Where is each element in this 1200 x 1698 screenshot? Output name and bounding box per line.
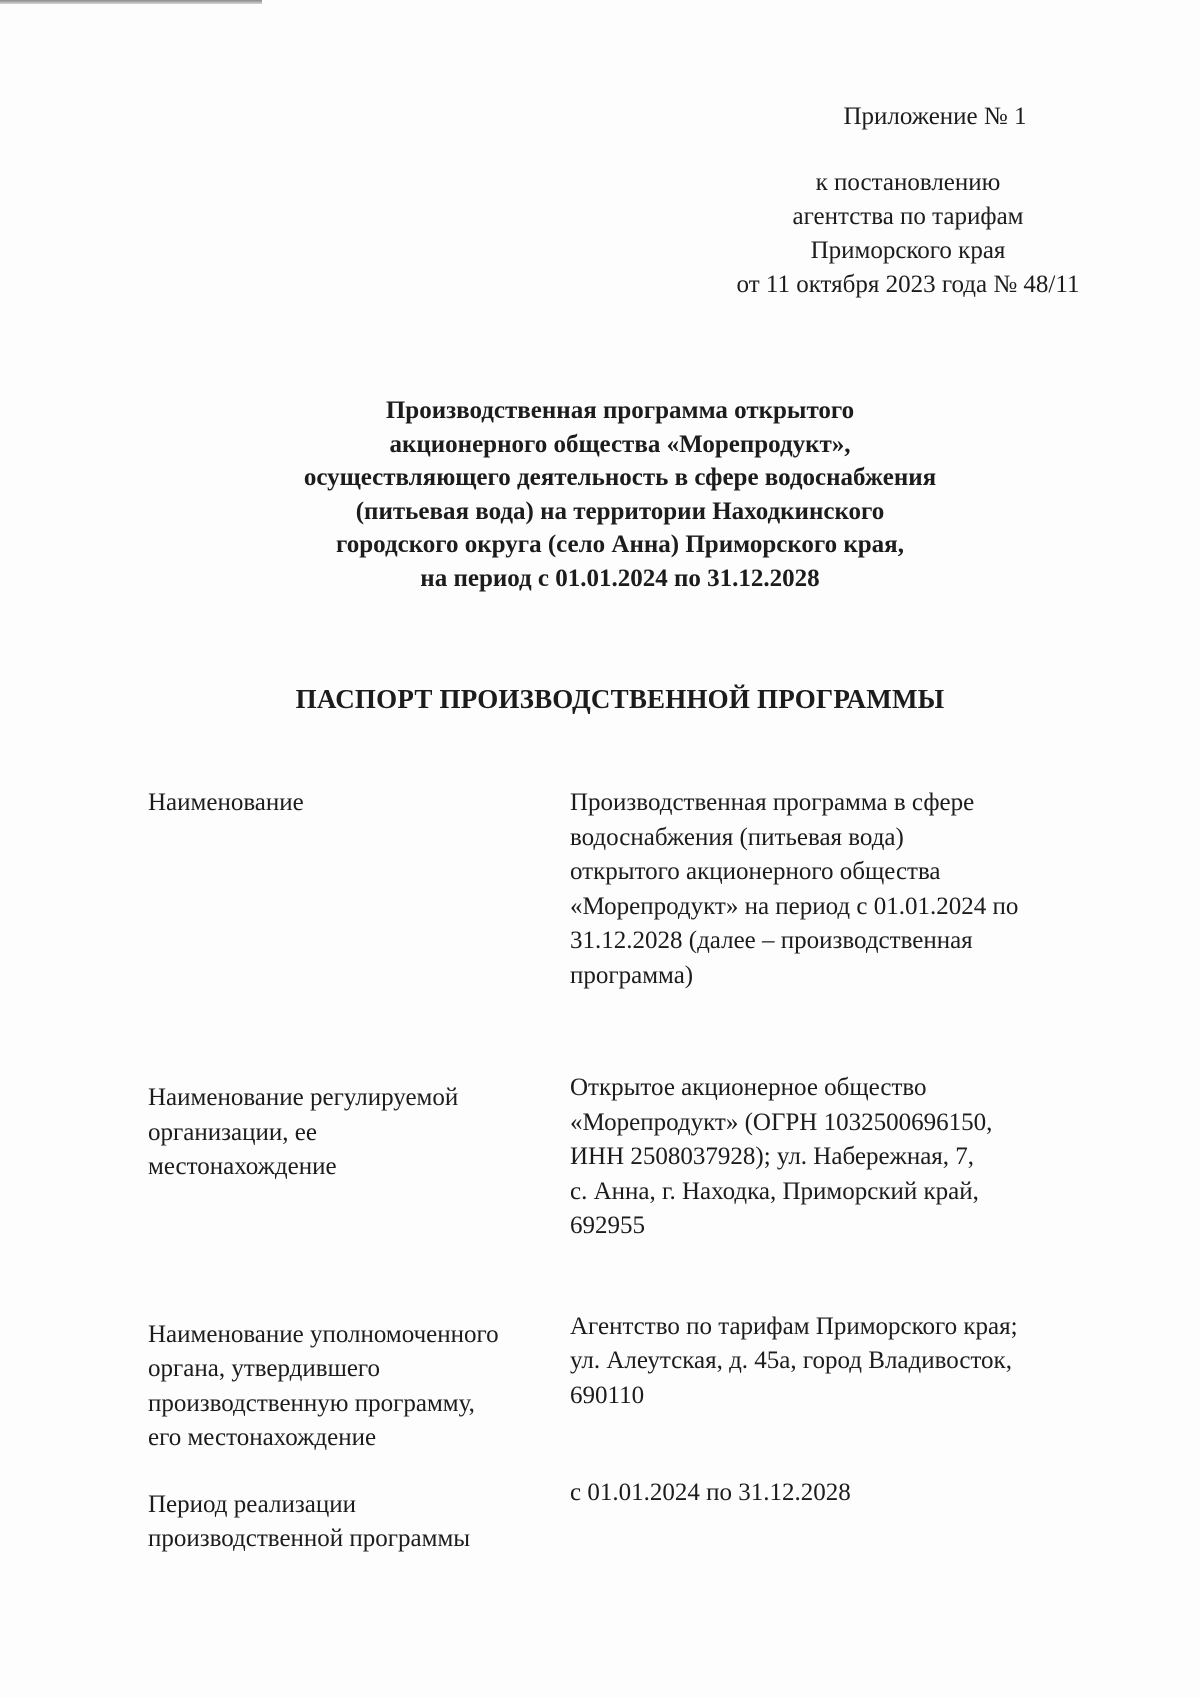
- passport-row-name: [148, 786, 1088, 993]
- label-line: Наименование уполномоченного: [148, 1320, 499, 1348]
- label-line: организации, ее: [148, 1118, 317, 1146]
- resolution-date-line: от 11 октября 2023 года № 48/11: [736, 271, 1080, 298]
- value-line: открытого акционерного общества: [570, 858, 941, 885]
- value-line: с 01.01.2024 по 31.12.2028: [570, 1478, 851, 1506]
- label-line: его местонахождение: [148, 1424, 377, 1451]
- title-line: акционерного общества «Морепродукт»,: [389, 430, 851, 458]
- value-line: 692955: [570, 1212, 645, 1239]
- appendix-number: Приложение № 1: [843, 103, 1027, 130]
- label-line: местонахождение: [148, 1153, 337, 1180]
- passport-value: [570, 1476, 1070, 1511]
- value-line: ИНН 2508037928); ул. Набережная, 7,: [570, 1143, 975, 1170]
- passport-table: [148, 786, 1088, 1557]
- passport-label: [148, 786, 570, 821]
- value-line: «Морепродукт» на период с 01.01.2024 по: [570, 892, 1019, 920]
- section-heading: ПАСПОРТ ПРОИЗВОДСТВЕННОЙ ПРОГРАММЫ: [295, 684, 945, 714]
- label-line: Наименование регулируемой: [148, 1084, 459, 1111]
- value-line: ул. Алеутская, д. 45а, город Владивосток,: [570, 1347, 1012, 1374]
- title-line: городского округа (село Анна) Приморского края,: [336, 531, 904, 558]
- passport-label: [148, 1476, 570, 1557]
- value-line: Производственная программа в сфере: [570, 789, 975, 816]
- passport-value: [570, 1071, 1070, 1244]
- header-line: Приморского края: [810, 237, 1006, 264]
- passport-value: [570, 786, 1070, 993]
- passport-label: [148, 1310, 570, 1456]
- value-line: водоснабжения (питьевая вода): [570, 823, 904, 851]
- title-line: Производственная программа открытого: [385, 397, 855, 424]
- title-line: осуществляющего деятельность в сфере водоснабжения: [303, 464, 937, 491]
- label-line: Наименование: [148, 789, 304, 816]
- scan-edge-mark: [0, 0, 262, 4]
- value-line: Агентство по тарифам Приморского края;: [570, 1312, 1018, 1340]
- label-line: производственную программу,: [148, 1389, 475, 1417]
- label-line: Период реализации: [148, 1490, 356, 1518]
- value-line: Открытое акционерное общество: [570, 1074, 927, 1101]
- label-line: органа, утвердившего: [148, 1355, 381, 1382]
- value-line: программа): [570, 961, 694, 989]
- passport-row-organization: [148, 1071, 1088, 1244]
- passport-label: [148, 1071, 570, 1185]
- header-line: агентства по тарифам: [792, 203, 1024, 230]
- value-line: с. Анна, г. Находка, Приморский край,: [570, 1177, 979, 1205]
- passport-row-authority: [148, 1310, 1088, 1456]
- title-line: (питьевая вода) на территории Находкинского: [355, 497, 885, 525]
- value-line: 31.12.2028 (далее – производственная: [570, 927, 973, 954]
- passport-value: [570, 1310, 1070, 1414]
- label-line: производственной программы: [148, 1525, 471, 1552]
- title-line: на период с 01.01.2024 по 31.12.2028: [420, 564, 820, 592]
- value-line: 690110: [570, 1381, 645, 1409]
- document-title: [240, 394, 1000, 595]
- value-line: «Морепродукт» (ОГРН 1032500696150,: [570, 1108, 993, 1136]
- appendix-header: [688, 100, 1128, 302]
- header-line: к постановлению: [815, 169, 1001, 196]
- passport-row-period: [148, 1476, 1088, 1557]
